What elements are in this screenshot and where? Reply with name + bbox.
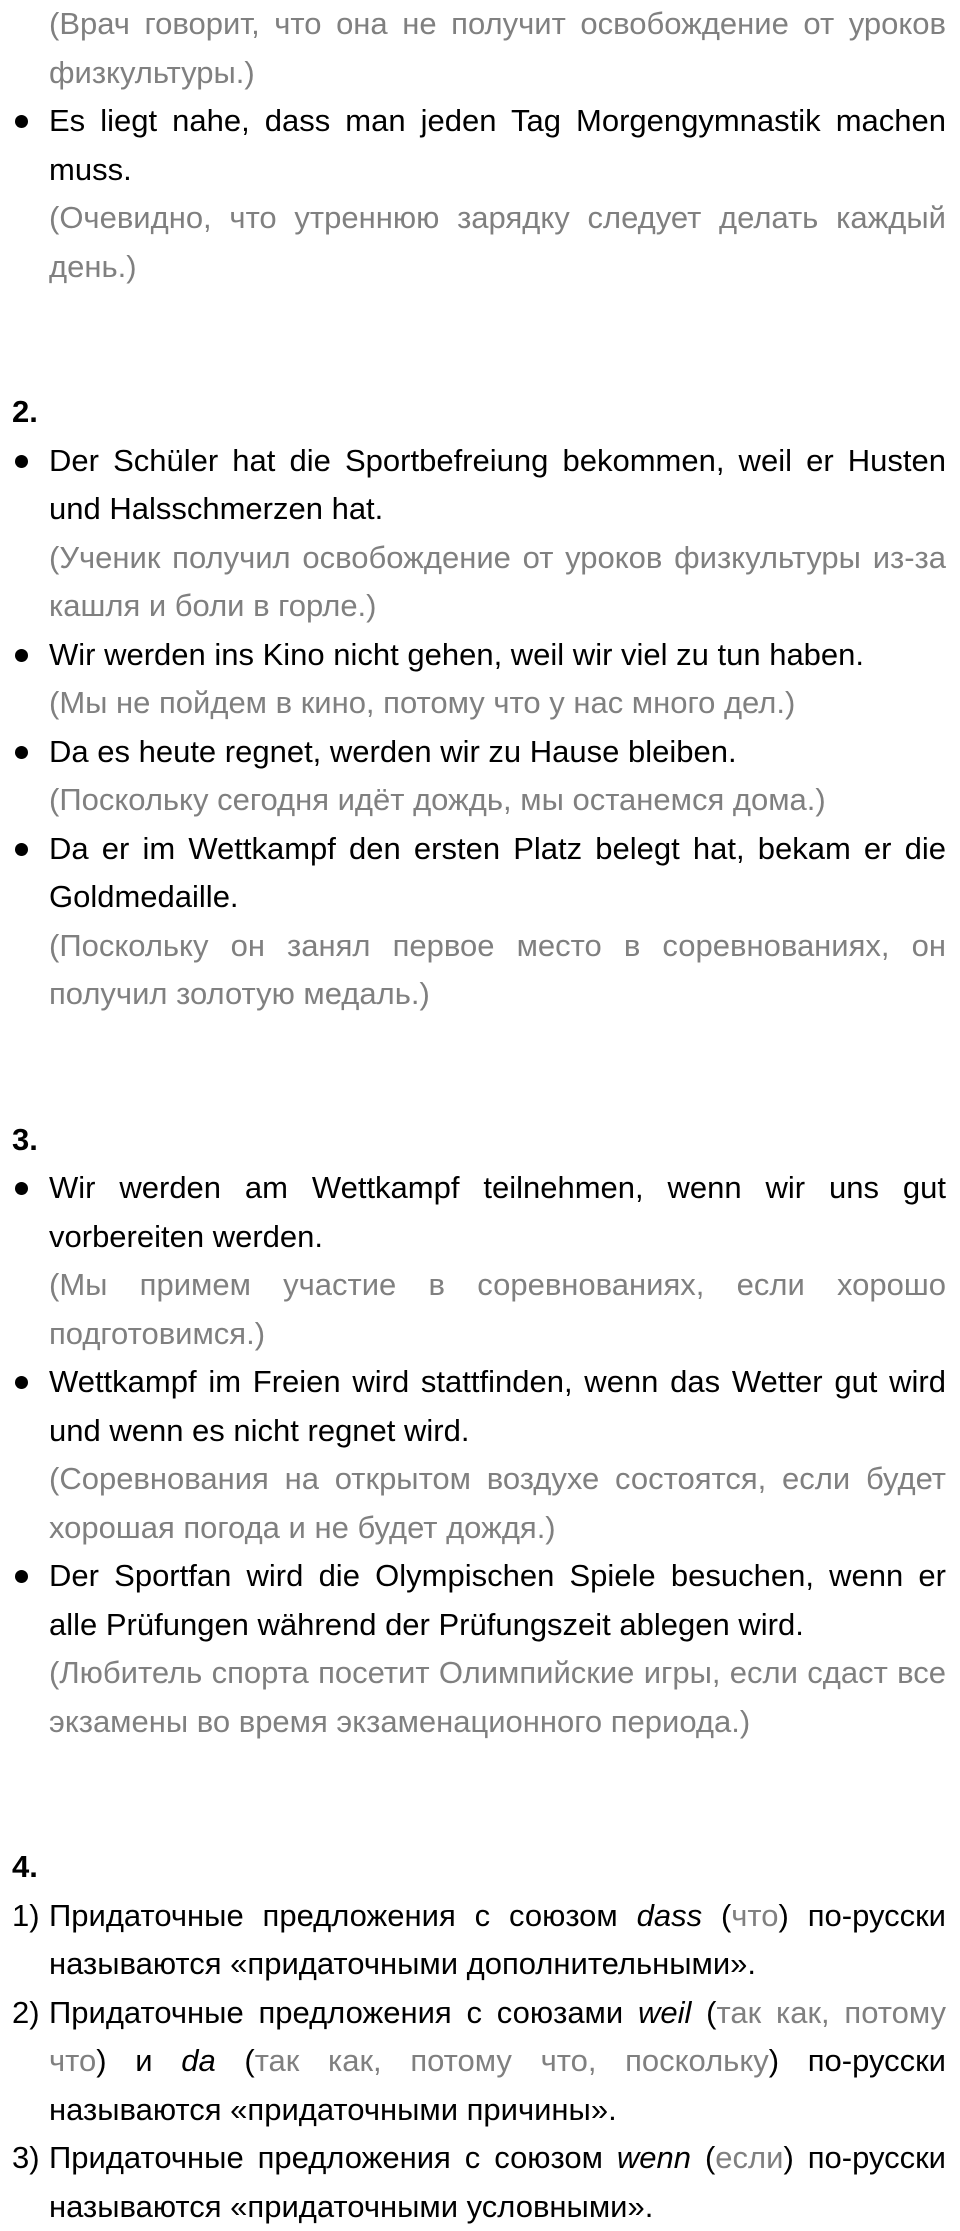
conjunction-translation: так как, потому что, поскольку (254, 2043, 769, 2078)
list-item (12, 97, 946, 291)
german-sentence: Der Schüler hat die Sportbefreiung bekommen, weil er Husten und Halsschmerzen hat. (49, 442, 946, 526)
bullet-icon (15, 649, 28, 662)
numbered-rule (12, 1989, 946, 2135)
russian-translation: (Мы не пойдем в кино, потому что у нас много дел.) (49, 685, 796, 720)
list-item (12, 1164, 946, 1358)
section-heading: 4. (12, 1849, 38, 1884)
list-item (12, 1552, 946, 1746)
bullet-icon (15, 746, 28, 759)
section-1-tail (12, 0, 946, 291)
german-sentence: Da es heute regnet, werden wir zu Hause bleiben. (49, 733, 737, 769)
numbered-rule (12, 2134, 946, 2231)
bullet-icon (15, 115, 28, 128)
list-item (12, 1358, 946, 1552)
bullet-icon (15, 455, 28, 468)
german-sentence: Der Sportfan wird die Olympischen Spiele besuchen, wenn er alle Prüfungen während der Prüfungszeit ablegen wird. (49, 1558, 946, 1642)
rule-number: 3) (12, 2140, 40, 2175)
rule-number: 2) (12, 1994, 40, 2030)
list-item (12, 825, 946, 1019)
bullet-icon (15, 1182, 28, 1195)
conjunction: weil (637, 1994, 692, 2030)
conjunction: da (181, 2043, 216, 2078)
german-sentence: Da er im Wettkampf den ersten Platz belegt hat, bekam er die Goldmedaille. (49, 830, 946, 914)
rule-number: 1) (12, 1897, 40, 1933)
russian-translation: (Любитель спорта посетит Олимпийские игры, если сдаст все экзамены во время экзаменационного периода.) (49, 1655, 946, 1739)
russian-translation: (Поскольку он занял первое место в соревнованиях, он получил золотую медаль.) (49, 927, 946, 1011)
conjunction-translation: что (731, 1897, 779, 1933)
section-4 (12, 1843, 946, 2231)
russian-translation: (Поскольку сегодня идёт дождь, мы останемся дома.) (49, 782, 826, 817)
list-item (12, 728, 946, 825)
russian-translation: (Очевидно, что утреннюю зарядку следует делать каждый день.) (49, 200, 946, 284)
section-3 (12, 1116, 946, 1747)
bullet-icon (15, 1570, 28, 1583)
russian-translation: (Врач говорит, что она не получит освобождение от уроков физкультуры.) (49, 6, 946, 90)
german-sentence: Wir werden am Wettkampf teilnehmen, wenn wir uns gut vorbereiten werden. (49, 1170, 946, 1254)
list-item (12, 631, 946, 728)
german-sentence: Wir werden ins Kino nicht gehen, weil wir viel zu tun haben. (49, 636, 865, 672)
german-sentence: Es liegt nahe, dass man jeden Tag Morgengymnastik machen muss. (49, 103, 946, 187)
numbered-rule (12, 1892, 946, 1989)
rule-text: Придаточные предложения с союзом wenn (если) по-русски называются «придаточными условными». (49, 2140, 946, 2224)
bullet-icon (15, 843, 28, 856)
conjunction: dass (636, 1897, 703, 1933)
russian-translation: (Мы примем участие в соревнованиях, если хорошо подготовимся.) (49, 1267, 946, 1351)
rule-text: Придаточные предложения с союзами weil (так как, потому что) и da (так как, потому что, поскольку) по-русски называются «придаточными причины». (49, 1994, 947, 2127)
section-heading: 2. (12, 394, 38, 429)
bullet-icon (15, 1376, 28, 1389)
conjunction-translation: если (715, 2140, 784, 2175)
list-item (12, 0, 946, 97)
conjunction-translation: так как, потому что (49, 1994, 947, 2078)
conjunction: wenn (616, 2140, 692, 2175)
section-2 (12, 388, 946, 1019)
rule-text: Придаточные предложения с союзом dass (что) по-русски называются «придаточными дополнительными». (49, 1897, 946, 1981)
russian-translation: (Ученик получил освобождение от уроков физкультуры из-за кашля и боли в горле.) (49, 539, 946, 623)
german-sentence: Wettkampf im Freien wird stattfinden, wenn das Wetter gut wird und wenn es nicht regnet wird. (49, 1364, 946, 1448)
section-heading: 3. (12, 1121, 38, 1157)
list-item (12, 437, 946, 631)
russian-translation: (Соревнования на открытом воздухе состоятся, если будет хорошая погода и не будет дождя.) (49, 1461, 946, 1545)
